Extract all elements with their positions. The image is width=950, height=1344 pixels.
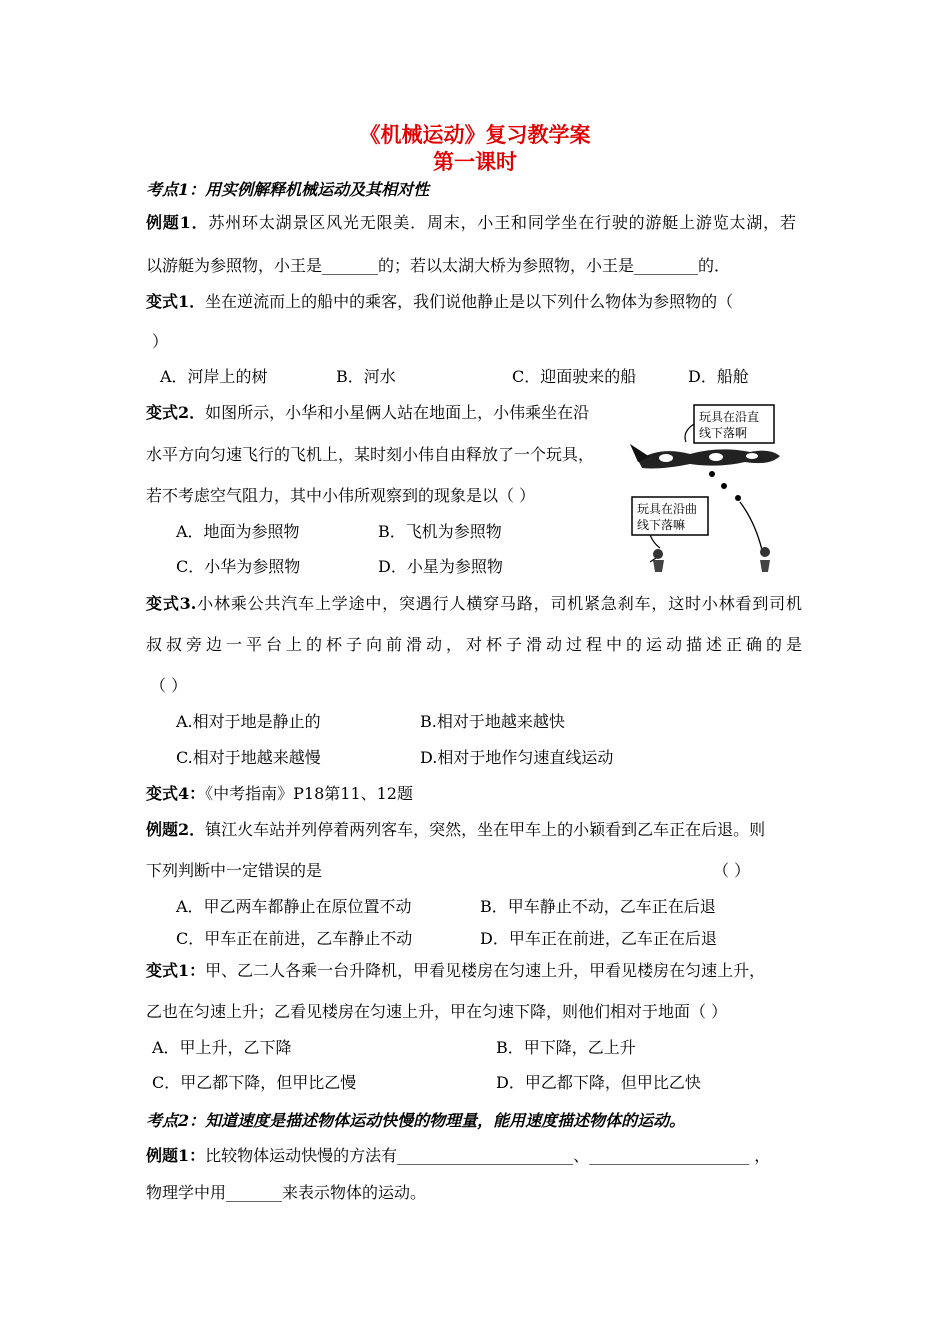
variant4-label: 变式4： [146, 784, 206, 803]
variant2-line3: 若不考虑空气阻力，其中小伟所观察到的现象是以（ ） [146, 486, 536, 505]
variant5-line1 [146, 961, 765, 981]
example1-line1 [146, 213, 796, 233]
section2-example1-line1 [146, 1146, 770, 1166]
variant4-line [146, 784, 413, 804]
page-title: 《机械运动》复习教学案 [359, 122, 591, 147]
speech-text-top-2: 线下落啊 [699, 426, 748, 440]
section2-example1-line2: 物理学中用_______来表示物体的运动。 [146, 1183, 427, 1202]
example2-option-a: A．甲乙两车都静止在原位置不动 [176, 897, 412, 916]
example2-line2: 下列判断中一定错误的是 [146, 861, 323, 880]
example2-paren: （ ） [713, 861, 751, 880]
variant3-option-b: B.相对于地越来越快 [420, 712, 565, 731]
page-subtitle: 第一课时 [433, 149, 517, 174]
variant2-option-c: C．小华为参照物 [176, 557, 301, 576]
section-heading-1: 考点1：用实例解释机械运动及其相对性 [146, 180, 430, 199]
airplane-icon [630, 444, 780, 469]
variant5-text1: 甲、乙二人各乘一台升降机，甲看见楼房在匀速上升，甲看见楼房在匀速上升， [205, 961, 766, 980]
variant3-line3: （ ） [150, 676, 188, 695]
example2-option-c: C．甲车正在前进，乙车静止不动 [176, 929, 413, 948]
section2-example1-text1: 比较物体运动快慢的方法有______________________、____________________ ， [205, 1146, 771, 1165]
variant2-line1 [146, 403, 589, 423]
example1-label: 例题1． [146, 213, 209, 232]
example1-text1: 苏州环太湖景区风光无限美．周末，小王和同学坐在行驶的游艇上游览太湖，若 [208, 213, 796, 232]
variant3-option-c: C.相对于地越来越慢 [176, 748, 321, 767]
example2-label: 例题2． [146, 820, 206, 839]
variant1-label: 变式1． [146, 292, 206, 311]
example2-line1 [146, 820, 765, 840]
variant5-option-b: B．甲下降，乙上升 [496, 1038, 636, 1057]
variant3-option-a: A.相对于地是静止的 [176, 712, 321, 731]
speech-text-top-1: 玩具在沿直 [699, 410, 760, 424]
variant3-text1: 小林乘公共汽车上学途中，突遇行人横穿马路，司机紧急刹车，这时小林看到司机 [196, 594, 802, 613]
person-right-icon [760, 547, 770, 572]
variant5-option-c: C．甲乙都下降，但甲比乙慢 [152, 1073, 357, 1092]
variant5-line2: 乙也在匀速上升；乙看见楼房在匀速上升，甲在匀速下降，则他们相对于地面（ ） [146, 1002, 728, 1021]
variant2-line2: 水平方向匀速飞行的飞机上，某时刻小伟自由释放了一个玩具， [146, 445, 595, 464]
airplane-toy-figure [620, 402, 788, 574]
variant1-option-d: D．船舱 [688, 367, 749, 386]
airplane-drawing [620, 402, 788, 574]
variant1-line1 [146, 292, 733, 312]
variant5-option-a: A．甲上升，乙下降 [152, 1038, 292, 1057]
variant2-option-a: A．地面为参照物 [176, 522, 300, 541]
variant4-text: 《中考指南》P18第11、12题 [205, 784, 413, 803]
speech-text-bottom-2: 线下落嘛 [637, 518, 686, 532]
variant3-option-d: D.相对于地作匀速直线运动 [420, 748, 614, 767]
variant1-line2: ） [152, 332, 169, 351]
variant1-option-c: C．迎面驶来的船 [512, 367, 637, 386]
variant2-option-d: D．小星为参照物 [378, 557, 503, 576]
person-left-icon [650, 549, 664, 572]
example2-text1: 镇江火车站并列停着两列客车，突然，坐在甲车上的小颖看到乙车正在后退。则 [205, 820, 766, 839]
variant2-text1: 如图所示，小华和小星俩人站在地面上，小伟乘坐在沿 [205, 403, 590, 422]
section2-example1-label: 例题1： [146, 1146, 206, 1165]
variant5-option-d: D．甲乙都下降，但甲比乙快 [496, 1073, 701, 1092]
variant2-option-b: B．飞机为参照物 [378, 522, 502, 541]
variant3-line2: 叔叔旁边一平台上的杯子向前滑动，对杯子滑动过程中的运动描述正确的是 [146, 635, 802, 654]
toy-trajectory [709, 471, 762, 550]
example2-option-b: B．甲车静止不动，乙车正在后退 [480, 897, 716, 916]
variant3-label: 变式3. [146, 594, 197, 613]
variant1-option-a: A．河岸上的树 [160, 367, 268, 386]
example1-line2: 以游艇为参照物，小王是_______的；若以太湖大桥为参照物，小王是________的． [146, 256, 731, 275]
variant5-label: 变式1： [146, 961, 206, 980]
variant1-text1: 坐在逆流而上的船中的乘客，我们说他静止是以下列什么物体为参照物的（ [205, 292, 734, 311]
variant1-option-b: B．河水 [336, 367, 396, 386]
example2-option-d: D．甲车正在前进，乙车正在后退 [480, 929, 717, 948]
variant3-line1 [146, 594, 802, 614]
section-heading-2: 考点2：知道速度是描述物体运动快慢的物理量，能用速度描述物体的运动。 [146, 1111, 686, 1130]
variant2-label: 变式2． [146, 403, 206, 422]
speech-text-bottom-1: 玩具在沿曲 [637, 502, 698, 516]
